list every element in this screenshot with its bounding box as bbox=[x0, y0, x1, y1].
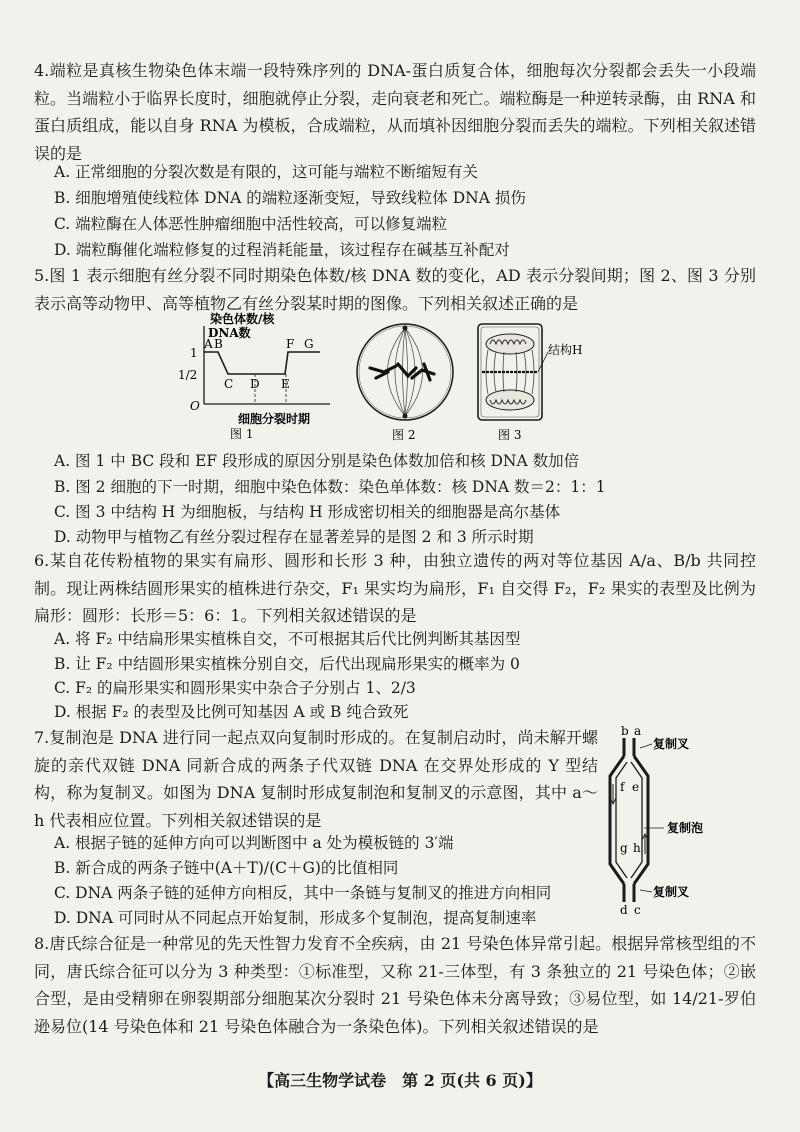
q6-option-d: D. 根据 F₂ 的表型及比例可知基因 A 或 B 纯合致死 bbox=[54, 703, 409, 721]
fig-dna-label-a: a bbox=[634, 724, 642, 738]
q4-stem: 4.端粒是真核生物染色体末端一段特殊序列的 DNA-蛋白质复合体，细胞每次分裂都会丢失一小段端粒。当端粒小于临界长度时，细胞就停止分裂，走向衰老和死亡。端粒酶是一种逆转录酶，由 RNA 和蛋白质组成，能以自身 RNA 为模板，合成端粒，从而填补因细胞分裂而丢失的端粒。下列相关叙述错误的是 bbox=[34, 61, 756, 163]
fig1-point-d: D bbox=[250, 377, 260, 391]
fig-dna-bubble: 复制泡 bbox=[667, 821, 704, 835]
figure-1-chart bbox=[180, 312, 340, 440]
q7-option-c: C. DNA 两条子链的延伸方向相反，其中一条链与复制叉的推进方向相同 bbox=[54, 884, 552, 902]
fig1-point-a: A bbox=[204, 337, 213, 351]
fig1-tick-1: 1 bbox=[190, 346, 198, 360]
fig-dna-label-g: g bbox=[620, 841, 628, 855]
fig1-point-f: F bbox=[286, 337, 295, 351]
fig1-point-e: E bbox=[281, 377, 290, 391]
fig3-caption: 图 3 bbox=[498, 428, 522, 442]
fig1-ylabel-2: DNA数 bbox=[208, 326, 251, 340]
fig1-point-c: C bbox=[224, 377, 234, 391]
fig1-ylabel-1: 染色体数/核 bbox=[210, 312, 275, 326]
fig1-point-b: B bbox=[214, 337, 223, 351]
fig1-tick-half: 1/2 bbox=[178, 368, 198, 382]
fig2-caption: 图 2 bbox=[392, 428, 416, 442]
q6-option-a: A. 将 F₂ 中结扁形果实植株自交，不可根据其后代比例判断其基因型 bbox=[54, 630, 521, 648]
q6-option-b: B. 让 F₂ 中结圆形果实植株分别自交，后代出现扁形果实的概率为 0 bbox=[54, 655, 520, 673]
fig1-caption: 图 1 bbox=[230, 427, 254, 441]
q4-option-b: B. 细胞增殖使线粒体 DNA 的端粒逐渐变短，导致线粒体 DNA 损伤 bbox=[54, 189, 526, 207]
q7-option-d: D. DNA 可同时从不同起点开始复制，形成多个复制泡，提高复制速率 bbox=[54, 909, 537, 927]
q5-option-a: A. 图 1 中 BC 段和 EF 段形成的原因分别是染色体数加倍和核 DNA 数加倍 bbox=[54, 452, 580, 470]
q5-option-c: C. 图 3 中结构 H 为细胞板，与结构 H 形成密切相关的细胞器是高尔基体 bbox=[54, 503, 561, 521]
fig1-line bbox=[204, 352, 320, 374]
fig3-structure-h-label: 结构H bbox=[548, 343, 583, 357]
figure-dna-replication bbox=[600, 724, 720, 916]
q4-option-d: D. 端粒酶催化端粒修复的过程消耗能量，该过程存在碱基互补配对 bbox=[54, 241, 510, 259]
q5-stem: 5.图 1 表示细胞有丝分裂不同时期染色体数/核 DNA 数的变化，AD 表示分裂间期；图 2、图 3 分别表示高等动物甲、高等植物乙有丝分裂某时期的图像。下列相关叙述正确的是 bbox=[34, 266, 756, 313]
fig-dna-label-f: f bbox=[620, 780, 625, 794]
fig-dna-label-b: b bbox=[621, 724, 629, 738]
q8-stem: 8.唐氏综合征是一种常见的先天性智力发育不全疾病，由 21 号染色体异常引起。根据异常核型组的不同，唐氏综合征可以分为 3 种类型：①标准型，又称 21-三体型，有 3 条独立的 21 号染色体；②嵌合型，是由受精卵在卵裂期部分细胞某次分裂时 21 号染色体未分离导致；③易位型，如 14/21-罗伯逊易位(14 号染色体和 21 号染色体融合为一条染色体)。下列相关叙述错误的是 bbox=[34, 934, 756, 1036]
q6-stem: 6.某自花传粉植物的果实有扁形、圆形和长形 3 种，由独立遗传的两对等位基因 A/a、B/b 共同控制。现让两株结圆形果实的植株进行杂交，F₁ 果实均为扁形，F₁ 自交得 F₂，F₂ 果实的表型及比例为扁形：圆形：长形＝5：6：1。下列相关叙述错误的是 bbox=[34, 551, 756, 625]
q4-option-a: A. 正常细胞的分裂次数是有限的，这可能与端粒不断缩短有关 bbox=[54, 163, 479, 181]
fig-dna-fork-bottom: 复制叉 bbox=[653, 885, 690, 899]
fig1-point-g: G bbox=[304, 337, 314, 351]
figure-2-cell bbox=[350, 320, 460, 442]
q7-stem: 7.复制泡是 DNA 进行同一起点双向复制时形成的。在复制启动时，尚未解开螺旋的亲代双链 DNA 同新合成的两条子代双链 DNA 在交界处形成的 Y 型结构，称为复制叉。如图为 DNA 复制时形成复制泡和复制叉的示意图，其中 a～h 代表相应位置。下列相关叙述错误的是 bbox=[34, 728, 598, 830]
fig-dna-fork-top: 复制叉 bbox=[653, 737, 690, 751]
q7-option-b: B. 新合成的两条子链中(A＋T)/(C＋G)的比值相同 bbox=[54, 859, 399, 877]
fig-dna-label-e: e bbox=[632, 780, 640, 794]
fig-dna-label-h: h bbox=[633, 841, 641, 855]
q7-option-a: A. 根据子链的延伸方向可以判断图中 a 处为模板链的 3′端 bbox=[54, 834, 454, 852]
fig1-origin: O bbox=[190, 399, 200, 413]
q5-option-b: B. 图 2 细胞的下一时期，细胞中染色体数：染色单体数：核 DNA 数＝2：1：1 bbox=[54, 478, 606, 496]
fig1-xlabel: 细胞分裂时期 bbox=[238, 412, 311, 426]
figure-3-cell bbox=[476, 322, 616, 442]
fig-dna-label-c: c bbox=[634, 903, 641, 917]
q4-option-c: C. 端粒酶在人体恶性肿瘤细胞中活性较高，可以修复端粒 bbox=[54, 215, 448, 233]
page-footer: 【高三生物学试卷 第 2 页(共 6 页)】 bbox=[258, 1071, 542, 1090]
q6-option-c: C. F₂ 的扁形果实和圆形果实中杂合子分别占 1、2/3 bbox=[54, 679, 416, 697]
q5-option-d: D. 动物甲与植物乙有丝分裂过程存在显著差异的是图 2 和 3 所示时期 bbox=[54, 528, 534, 546]
fig-dna-label-d: d bbox=[620, 903, 628, 917]
